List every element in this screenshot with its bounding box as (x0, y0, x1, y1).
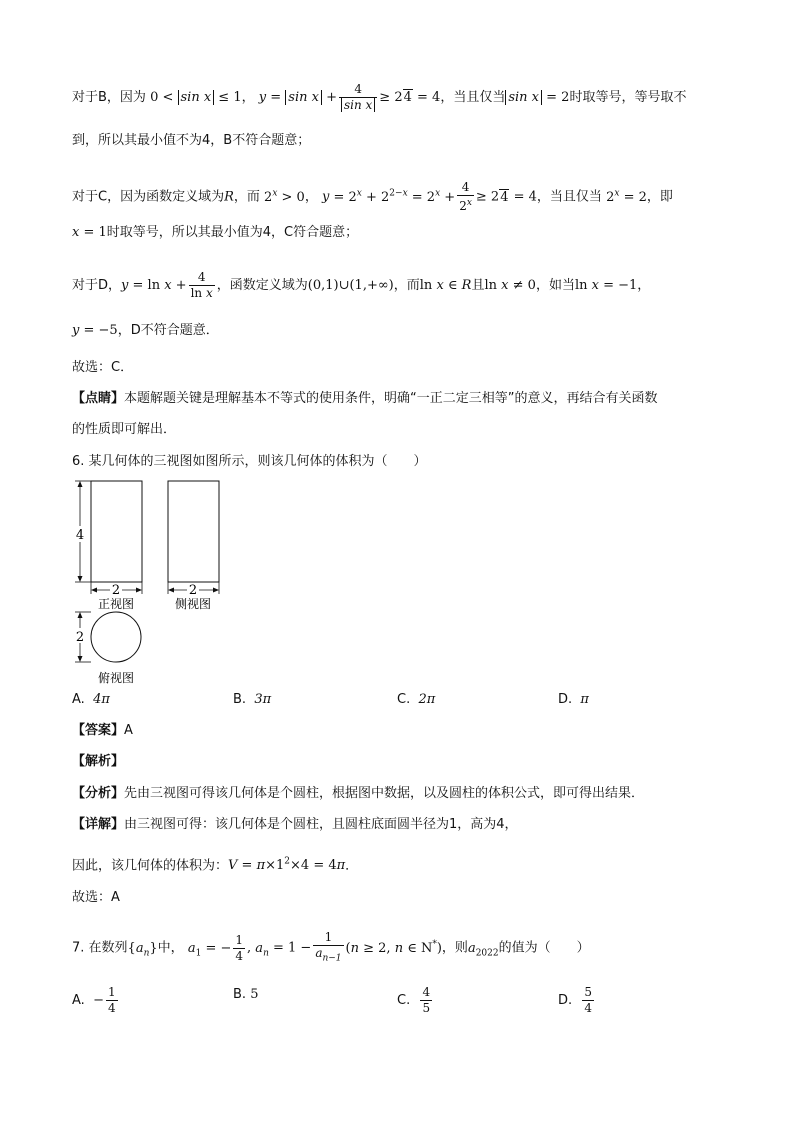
q5-comment-line2: 的性质即可解出． (72, 422, 177, 437)
q5-d-line1: 对于D，y = ln x + $\frac{4}{\text{ln x}}$ ，函数定义域为(0,1)∪(1,+∞)，而ln x ∈ R且ln x ≠ 0，如当ln x = −1， (72, 270, 651, 300)
q5-answer: 故选：C． (72, 360, 134, 375)
q5-c-x1: x (72, 225, 80, 240)
q5-c-R: R (224, 189, 234, 205)
q5-c-mid: ，而 (233, 189, 260, 205)
q6-xiangjie: 【详解】由三视图可得：该几何体是个圆柱，且圆柱底面圆半径为1，高为4， (72, 817, 518, 832)
q6-option-c[interactable]: C. 2π (397, 692, 436, 707)
side-view-rect (168, 481, 219, 582)
q5-d-line2-text: ，D不符合题意． (117, 323, 219, 338)
q5-d-when: ，如当 (535, 278, 575, 293)
q5-b-line2: 到，所以其最小值不为4，B不符合题意； (72, 133, 311, 148)
q5-c-tail: ，即 (646, 189, 673, 205)
side-width-label: 2 (188, 583, 198, 598)
q6-answer: 【答案】A (72, 723, 133, 738)
top-diameter-label: 2 (75, 630, 85, 645)
q7-stem: 7. 在数列$\{a_n\}$中， $a_1$ = − $\frac{1}{4}$ , $a_n = 1$ − $\frac{1}{a_{n-1}}$ (n ≥ 2, n ∈ N*)，则$a_{2022}$的值为（ ） (72, 930, 590, 964)
side-caption: 侧视图 (174, 597, 212, 611)
top-caption: 俯视图 (97, 671, 135, 685)
q5-d-line2: y = −5，D不符合题意． (72, 323, 219, 338)
q6-analysis-tag: 【解析】 (72, 754, 125, 769)
q5-b-lead: 对于B，因为 (72, 90, 146, 105)
q5-comment-tag: 【点睛】 (72, 391, 125, 406)
q5-c-line1: 对于C，因为函数定义域为R，而 $2^x > 0$， $y = 2^x + 2^{2-x} = 2^x$ + $\frac{4}{2^x}$ ≥ 24 = 4，当且仅当 $2^x = 2$，即 (72, 180, 673, 213)
q5-d-mid: ，函数定义域为 (216, 278, 308, 293)
q5-d-mid2: ，而 (393, 278, 420, 293)
q7-option-c[interactable]: C. $\frac{4}{5}$ (397, 985, 431, 1015)
top-view-circle (91, 612, 141, 662)
q5-b-cond: 0 < sin x ≤ 1 (150, 90, 242, 105)
q7-option-b[interactable]: B. 5 (233, 987, 259, 1002)
q6-volume: $V = \pi\times 1^2\times 4 = 4\pi$ (228, 857, 346, 874)
q5-d-tail: ， (637, 278, 651, 293)
q7-option-d[interactable]: D. $\frac{5}{4}$ (558, 985, 593, 1015)
q5-c-when: ，当且仅当 (536, 189, 602, 205)
front-width-label: 2 (111, 583, 121, 598)
three-view-figure (60, 476, 260, 695)
q5-b-when: ，当且仅当 (440, 90, 506, 105)
q5-d-lead: 对于D， (72, 278, 122, 293)
q6-option-a[interactable]: A. 4π (72, 692, 110, 707)
q5-c-lead: 对于C，因为函数定义域为 (72, 189, 225, 205)
q6-option-d[interactable]: D. π (558, 692, 589, 707)
q6-option-b[interactable]: B. 3π (233, 692, 272, 707)
front-caption: 正视图 (97, 597, 135, 611)
q6-fenxi: 【分析】先由三视图可得该几何体是个圆柱，根据图中数据，以及圆柱的体积公式，即可得出结果． (72, 786, 645, 801)
q5-c-line2: x = 1时取等号，所以其最小值为4，C符合题意； (72, 225, 359, 240)
three-view-svg (60, 476, 260, 691)
q5-comment-line1 (72, 389, 658, 409)
q7-option-a[interactable]: A. − $\frac{1}{4}$ (72, 985, 116, 1015)
front-view-rect (91, 481, 142, 582)
q6-stem: 6. 某几何体的三视图如图所示，则该几何体的体积为（ ） (72, 454, 427, 469)
q5-d-domain: (0,1)∪(1,+∞) (307, 278, 394, 293)
q6-volume-line: 因此，该几何体的体积为：$V = \pi\times 1^2\times 4 = 4\pi$． (72, 857, 359, 874)
q5-c-line2-text: 时取等号，所以其最小值为4，C符合题意； (106, 225, 359, 240)
q5-b-tail: 时取等号，等号取不 (569, 90, 687, 105)
q5-b-eq: y (258, 90, 267, 105)
q5-comment-1: 本题解题关键是理解基本不等式的使用条件，明确“一正二定三相等”的意义，再结合有关函数 (124, 391, 658, 406)
q5-b-line1: 对于B，因为 0 < sin x ≤ 1， y = sin x + $\frac{4}{\text{sin x}}$ ≥ 24 = 4，当且仅当 sin x = 2时取等号，等号取不 (72, 82, 687, 112)
height-label: 4 (75, 528, 85, 543)
q6-choose: 故选：A (72, 890, 120, 905)
q5-d-and: 且 (471, 278, 485, 293)
